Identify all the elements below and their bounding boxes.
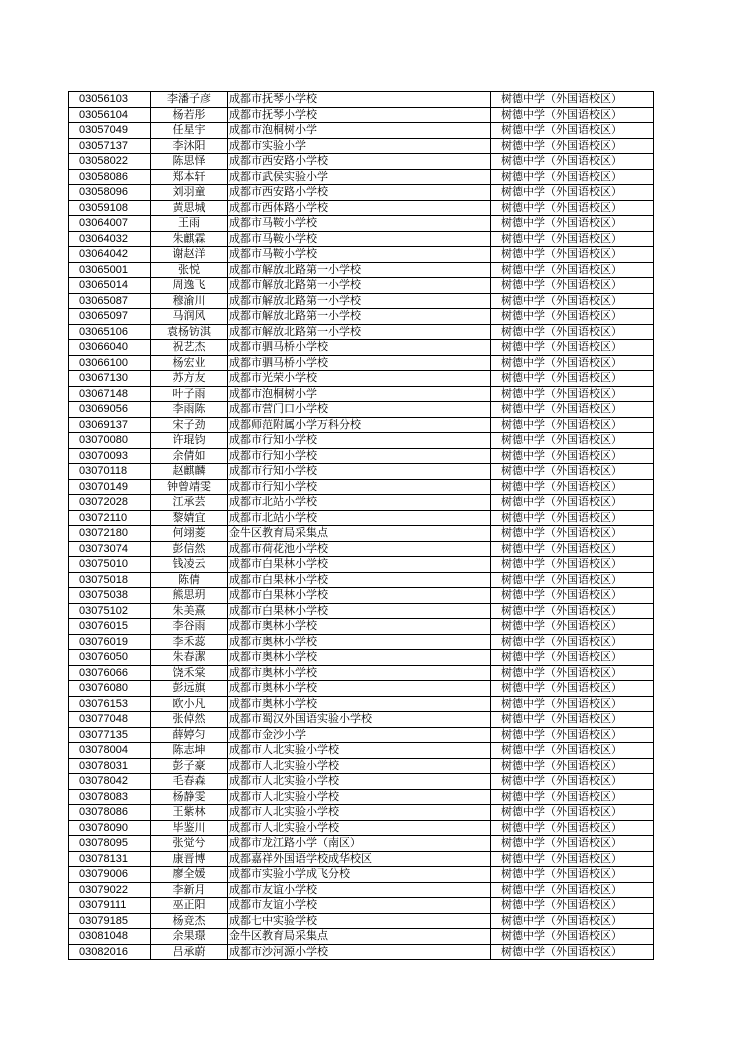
admitted-school-cell: 树德中学（外国语校区） xyxy=(491,820,654,836)
primary-school-cell: 成都市实验小学成飞分校 xyxy=(228,867,491,883)
student-name-cell: 李谷雨 xyxy=(151,619,228,635)
student-name-cell: 王雨 xyxy=(151,216,228,232)
table-row xyxy=(69,867,654,883)
table-row xyxy=(69,495,654,511)
primary-school-cell: 成都七中实验学校 xyxy=(228,913,491,929)
primary-school-cell: 成都市白果林小学校 xyxy=(228,557,491,573)
student-id-cell: 03069137 xyxy=(69,417,151,433)
primary-school-cell: 成都市泡桐树小学 xyxy=(228,386,491,402)
student-name-cell: 李沐阳 xyxy=(151,138,228,154)
table-row xyxy=(69,417,654,433)
table-row xyxy=(69,650,654,666)
table-row xyxy=(69,851,654,867)
admitted-school-cell: 树德中学（外国语校区） xyxy=(491,898,654,914)
primary-school-cell: 成都市马鞍小学校 xyxy=(228,216,491,232)
table-row xyxy=(69,324,654,340)
table-row xyxy=(69,355,654,371)
admitted-school-cell: 树德中学（外国语校区） xyxy=(491,231,654,247)
primary-school-cell: 成都市奥林小学校 xyxy=(228,696,491,712)
admitted-school-cell: 树德中学（外国语校区） xyxy=(491,789,654,805)
primary-school-cell: 金牛区教育局采集点 xyxy=(228,929,491,945)
primary-school-cell: 成都市北站小学校 xyxy=(228,495,491,511)
table-row xyxy=(69,681,654,697)
table-row xyxy=(69,727,654,743)
admitted-school-cell: 树德中学（外国语校区） xyxy=(491,402,654,418)
primary-school-cell: 成都市白果林小学校 xyxy=(228,572,491,588)
primary-school-cell: 成都市武侯实验小学 xyxy=(228,169,491,185)
table-row xyxy=(69,154,654,170)
primary-school-cell: 成都市行知小学校 xyxy=(228,448,491,464)
student-name-cell: 何翊菱 xyxy=(151,526,228,542)
table-row xyxy=(69,185,654,201)
admitted-school-cell: 树德中学（外国语校区） xyxy=(491,324,654,340)
table-row xyxy=(69,603,654,619)
primary-school-cell: 成都市实验小学 xyxy=(228,138,491,154)
admitted-school-cell: 树德中学（外国语校区） xyxy=(491,650,654,666)
student-name-cell: 李潘子彦 xyxy=(151,92,228,108)
student-name-cell: 余果璟 xyxy=(151,929,228,945)
primary-school-cell: 成都市奥林小学校 xyxy=(228,681,491,697)
student-id-cell: 03075038 xyxy=(69,588,151,604)
student-name-cell: 郑本轩 xyxy=(151,169,228,185)
student-id-cell: 03076019 xyxy=(69,634,151,650)
primary-school-cell: 成都市人北实验小学校 xyxy=(228,743,491,759)
primary-school-cell: 成都市人北实验小学校 xyxy=(228,758,491,774)
table-row xyxy=(69,572,654,588)
primary-school-cell: 成都市解放北路第一小学校 xyxy=(228,262,491,278)
admitted-school-cell: 树德中学（外国语校区） xyxy=(491,448,654,464)
student-name-cell: 彭远旗 xyxy=(151,681,228,697)
student-name-cell: 杨宏业 xyxy=(151,355,228,371)
admitted-school-cell: 树德中学（外国语校区） xyxy=(491,929,654,945)
student-name-cell: 许琨钧 xyxy=(151,433,228,449)
table-row xyxy=(69,123,654,139)
primary-school-cell: 成都市营门口小学校 xyxy=(228,402,491,418)
student-name-cell: 毕鉴川 xyxy=(151,820,228,836)
student-id-cell: 03065001 xyxy=(69,262,151,278)
table-row xyxy=(69,805,654,821)
table-row xyxy=(69,92,654,108)
student-name-cell: 王紫林 xyxy=(151,805,228,821)
primary-school-cell: 成都市马鞍小学校 xyxy=(228,231,491,247)
student-id-cell: 03064007 xyxy=(69,216,151,232)
table-row xyxy=(69,216,654,232)
student-name-cell: 张觉兮 xyxy=(151,836,228,852)
student-name-cell: 钟曾靖雯 xyxy=(151,479,228,495)
admitted-school-cell: 树德中学（外国语校区） xyxy=(491,92,654,108)
student-id-cell: 03066040 xyxy=(69,340,151,356)
student-name-cell: 熊思玥 xyxy=(151,588,228,604)
primary-school-cell: 成都市沙河源小学校 xyxy=(228,944,491,960)
student-id-cell: 03064042 xyxy=(69,247,151,263)
student-id-cell: 03082016 xyxy=(69,944,151,960)
admitted-school-cell: 树德中学（外国语校区） xyxy=(491,433,654,449)
student-name-cell: 黎婧宜 xyxy=(151,510,228,526)
admitted-school-cell: 树德中学（外国语校区） xyxy=(491,557,654,573)
admitted-school-cell: 树德中学（外国语校区） xyxy=(491,185,654,201)
primary-school-cell: 成都市北站小学校 xyxy=(228,510,491,526)
student-id-cell: 03069056 xyxy=(69,402,151,418)
primary-school-cell: 成都市西体路小学校 xyxy=(228,200,491,216)
table-row xyxy=(69,913,654,929)
student-id-cell: 03072110 xyxy=(69,510,151,526)
table-row xyxy=(69,231,654,247)
admitted-school-cell: 树德中学（外国语校区） xyxy=(491,216,654,232)
student-id-cell: 03058086 xyxy=(69,169,151,185)
table-row xyxy=(69,107,654,123)
admitted-school-cell: 树德中学（外国语校区） xyxy=(491,882,654,898)
student-name-cell: 任星宇 xyxy=(151,123,228,139)
student-id-cell: 03065106 xyxy=(69,324,151,340)
student-id-cell: 03064032 xyxy=(69,231,151,247)
table-row xyxy=(69,247,654,263)
admitted-school-cell: 树德中学（外国语校区） xyxy=(491,696,654,712)
student-id-cell: 03058022 xyxy=(69,154,151,170)
admitted-school-cell: 树德中学（外国语校区） xyxy=(491,247,654,263)
admitted-school-cell: 树德中学（外国语校区） xyxy=(491,727,654,743)
student-name-cell: 刘羽童 xyxy=(151,185,228,201)
student-id-cell: 03070118 xyxy=(69,464,151,480)
student-name-cell: 欧小凡 xyxy=(151,696,228,712)
student-id-cell: 03067148 xyxy=(69,386,151,402)
primary-school-cell: 成都市奥林小学校 xyxy=(228,619,491,635)
primary-school-cell: 成都市光荣小学校 xyxy=(228,371,491,387)
student-id-cell: 03065014 xyxy=(69,278,151,294)
primary-school-cell: 成都市蜀汉外国语实验小学校 xyxy=(228,712,491,728)
primary-school-cell: 成都市人北实验小学校 xyxy=(228,805,491,821)
student-name-cell: 朱春潔 xyxy=(151,650,228,666)
student-id-cell: 03056104 xyxy=(69,107,151,123)
table-row xyxy=(69,944,654,960)
student-name-cell: 毛春森 xyxy=(151,774,228,790)
primary-school-cell: 成都市荷花池小学校 xyxy=(228,541,491,557)
student-name-cell: 李新月 xyxy=(151,882,228,898)
student-name-cell: 饶禾棠 xyxy=(151,665,228,681)
admitted-school-cell: 树德中学（外国语校区） xyxy=(491,154,654,170)
admitted-school-cell: 树德中学（外国语校区） xyxy=(491,278,654,294)
primary-school-cell: 成都市驷马桥小学校 xyxy=(228,355,491,371)
student-id-cell: 03065087 xyxy=(69,293,151,309)
primary-school-cell: 成都市泡桐树小学 xyxy=(228,123,491,139)
admitted-school-cell: 树德中学（外国语校区） xyxy=(491,309,654,325)
student-id-cell: 03057137 xyxy=(69,138,151,154)
student-name-cell: 叶子雨 xyxy=(151,386,228,402)
admitted-school-cell: 树德中学（外国语校区） xyxy=(491,464,654,480)
student-id-cell: 03056103 xyxy=(69,92,151,108)
student-name-cell: 陈倩 xyxy=(151,572,228,588)
primary-school-cell: 成都市友谊小学校 xyxy=(228,882,491,898)
table-row xyxy=(69,588,654,604)
primary-school-cell: 成都市抚琴小学校 xyxy=(228,107,491,123)
table-row xyxy=(69,774,654,790)
student-id-cell: 03078031 xyxy=(69,758,151,774)
admitted-school-cell: 树德中学（外国语校区） xyxy=(491,541,654,557)
student-id-cell: 03072180 xyxy=(69,526,151,542)
student-name-cell: 陈志坤 xyxy=(151,743,228,759)
student-id-cell: 03076050 xyxy=(69,650,151,666)
admitted-school-cell: 树德中学（外国语校区） xyxy=(491,743,654,759)
student-name-cell: 张悦 xyxy=(151,262,228,278)
table-row xyxy=(69,882,654,898)
primary-school-cell: 成都市友谊小学校 xyxy=(228,898,491,914)
primary-school-cell: 成都市解放北路第一小学校 xyxy=(228,324,491,340)
student-name-cell: 钱凌云 xyxy=(151,557,228,573)
primary-school-cell: 成都市解放北路第一小学校 xyxy=(228,278,491,294)
student-id-cell: 03079022 xyxy=(69,882,151,898)
student-id-cell: 03078004 xyxy=(69,743,151,759)
student-name-cell: 吕承蔚 xyxy=(151,944,228,960)
student-name-cell: 黄思城 xyxy=(151,200,228,216)
student-id-cell: 03070093 xyxy=(69,448,151,464)
admitted-school-cell: 树德中学（外国语校区） xyxy=(491,603,654,619)
admitted-school-cell: 树德中学（外国语校区） xyxy=(491,510,654,526)
admitted-school-cell: 树德中学（外国语校区） xyxy=(491,526,654,542)
student-id-cell: 03079006 xyxy=(69,867,151,883)
admitted-school-cell: 树德中学（外国语校区） xyxy=(491,340,654,356)
table-row xyxy=(69,293,654,309)
student-id-cell: 03075102 xyxy=(69,603,151,619)
student-id-cell: 03077048 xyxy=(69,712,151,728)
primary-school-cell: 成都市人北实验小学校 xyxy=(228,774,491,790)
table-row xyxy=(69,479,654,495)
table-row xyxy=(69,634,654,650)
admitted-school-cell: 树德中学（外国语校区） xyxy=(491,665,654,681)
primary-school-cell: 成都市奥林小学校 xyxy=(228,650,491,666)
admitted-school-cell: 树德中学（外国语校区） xyxy=(491,479,654,495)
primary-school-cell: 成都市人北实验小学校 xyxy=(228,820,491,836)
admitted-school-cell: 树德中学（外国语校区） xyxy=(491,386,654,402)
table-row xyxy=(69,712,654,728)
primary-school-cell: 成都师范附属小学万科分校 xyxy=(228,417,491,433)
student-name-cell: 穆渝川 xyxy=(151,293,228,309)
table-row xyxy=(69,789,654,805)
admitted-school-cell: 树德中学（外国语校区） xyxy=(491,293,654,309)
primary-school-cell: 成都市行知小学校 xyxy=(228,433,491,449)
table-row xyxy=(69,836,654,852)
admitted-school-cell: 树德中学（外国语校区） xyxy=(491,572,654,588)
primary-school-cell: 成都市抚琴小学校 xyxy=(228,92,491,108)
primary-school-cell: 成都市奥林小学校 xyxy=(228,665,491,681)
student-id-cell: 03077135 xyxy=(69,727,151,743)
admitted-school-cell: 树德中学（外国语校区） xyxy=(491,417,654,433)
table-row xyxy=(69,448,654,464)
primary-school-cell: 成都市行知小学校 xyxy=(228,464,491,480)
admitted-school-cell: 树德中学（外国语校区） xyxy=(491,138,654,154)
primary-school-cell: 成都市龙江路小学（南区） xyxy=(228,836,491,852)
table-row xyxy=(69,526,654,542)
student-id-cell: 03076015 xyxy=(69,619,151,635)
admission-table-body xyxy=(69,92,654,960)
student-id-cell: 03075018 xyxy=(69,572,151,588)
table-row xyxy=(69,200,654,216)
primary-school-cell: 成都市白果林小学校 xyxy=(228,603,491,619)
primary-school-cell: 成都市解放北路第一小学校 xyxy=(228,293,491,309)
table-row xyxy=(69,309,654,325)
student-name-cell: 廖全媛 xyxy=(151,867,228,883)
admitted-school-cell: 树德中学（外国语校区） xyxy=(491,355,654,371)
table-row xyxy=(69,557,654,573)
student-name-cell: 朱麒霖 xyxy=(151,231,228,247)
student-name-cell: 祝艺杰 xyxy=(151,340,228,356)
admitted-school-cell: 树德中学（外国语校区） xyxy=(491,851,654,867)
primary-school-cell: 成都市金沙小学 xyxy=(228,727,491,743)
student-id-cell: 03078095 xyxy=(69,836,151,852)
admitted-school-cell: 树德中学（外国语校区） xyxy=(491,867,654,883)
admitted-school-cell: 树德中学（外国语校区） xyxy=(491,913,654,929)
table-row xyxy=(69,898,654,914)
admitted-school-cell: 树德中学（外国语校区） xyxy=(491,634,654,650)
student-name-cell: 李禾蕊 xyxy=(151,634,228,650)
student-name-cell: 余倩如 xyxy=(151,448,228,464)
student-id-cell: 03081048 xyxy=(69,929,151,945)
admitted-school-cell: 树德中学（外国语校区） xyxy=(491,836,654,852)
student-id-cell: 03076066 xyxy=(69,665,151,681)
student-id-cell: 03067130 xyxy=(69,371,151,387)
student-name-cell: 薛婷匀 xyxy=(151,727,228,743)
table-row xyxy=(69,371,654,387)
student-id-cell: 03078083 xyxy=(69,789,151,805)
admitted-school-cell: 树德中学（外国语校区） xyxy=(491,805,654,821)
table-row xyxy=(69,433,654,449)
student-id-cell: 03075010 xyxy=(69,557,151,573)
student-id-cell: 03073074 xyxy=(69,541,151,557)
primary-school-cell: 成都嘉祥外国语学校成华校区 xyxy=(228,851,491,867)
student-id-cell: 03079185 xyxy=(69,913,151,929)
student-name-cell: 杨若彤 xyxy=(151,107,228,123)
student-name-cell: 周逸飞 xyxy=(151,278,228,294)
admitted-school-cell: 树德中学（外国语校区） xyxy=(491,774,654,790)
admitted-school-cell: 树德中学（外国语校区） xyxy=(491,619,654,635)
table-row xyxy=(69,169,654,185)
primary-school-cell: 成都市奥林小学校 xyxy=(228,634,491,650)
student-name-cell: 苏方友 xyxy=(151,371,228,387)
student-id-cell: 03076080 xyxy=(69,681,151,697)
student-name-cell: 朱美熹 xyxy=(151,603,228,619)
student-name-cell: 宋子劲 xyxy=(151,417,228,433)
admitted-school-cell: 树德中学（外国语校区） xyxy=(491,681,654,697)
table-row xyxy=(69,743,654,759)
table-row xyxy=(69,262,654,278)
student-id-cell: 03070080 xyxy=(69,433,151,449)
student-id-cell: 03078086 xyxy=(69,805,151,821)
student-name-cell: 张倬然 xyxy=(151,712,228,728)
student-name-cell: 谢赵洋 xyxy=(151,247,228,263)
student-id-cell: 03066100 xyxy=(69,355,151,371)
table-row xyxy=(69,820,654,836)
student-name-cell: 袁杨钫淇 xyxy=(151,324,228,340)
table-row xyxy=(69,929,654,945)
student-name-cell: 彭信然 xyxy=(151,541,228,557)
primary-school-cell: 成都市马鞍小学校 xyxy=(228,247,491,263)
student-name-cell: 巫正阳 xyxy=(151,898,228,914)
student-id-cell: 03078042 xyxy=(69,774,151,790)
primary-school-cell: 成都市西安路小学校 xyxy=(228,154,491,170)
admitted-school-cell: 树德中学（外国语校区） xyxy=(491,262,654,278)
admitted-school-cell: 树德中学（外国语校区） xyxy=(491,712,654,728)
primary-school-cell: 金牛区教育局采集点 xyxy=(228,526,491,542)
student-id-cell: 03058096 xyxy=(69,185,151,201)
table-row xyxy=(69,758,654,774)
student-id-cell: 03079111 xyxy=(69,898,151,914)
admitted-school-cell: 树德中学（外国语校区） xyxy=(491,169,654,185)
student-id-cell: 03065097 xyxy=(69,309,151,325)
student-id-cell: 03059108 xyxy=(69,200,151,216)
admitted-school-cell: 树德中学（外国语校区） xyxy=(491,123,654,139)
admitted-school-cell: 树德中学（外国语校区） xyxy=(491,495,654,511)
student-name-cell: 马润风 xyxy=(151,309,228,325)
table-row xyxy=(69,278,654,294)
student-id-cell: 03070149 xyxy=(69,479,151,495)
table-row xyxy=(69,402,654,418)
admitted-school-cell: 树德中学（外国语校区） xyxy=(491,588,654,604)
student-name-cell: 彭子豪 xyxy=(151,758,228,774)
student-name-cell: 江承芸 xyxy=(151,495,228,511)
admitted-school-cell: 树德中学（外国语校区） xyxy=(491,944,654,960)
student-id-cell: 03072028 xyxy=(69,495,151,511)
table-row xyxy=(69,696,654,712)
table-row xyxy=(69,541,654,557)
student-id-cell: 03057049 xyxy=(69,123,151,139)
admitted-school-cell: 树德中学（外国语校区） xyxy=(491,758,654,774)
table-row xyxy=(69,340,654,356)
student-id-cell: 03076153 xyxy=(69,696,151,712)
table-row xyxy=(69,464,654,480)
student-name-cell: 杨竞杰 xyxy=(151,913,228,929)
student-id-cell: 03078090 xyxy=(69,820,151,836)
admitted-school-cell: 树德中学（外国语校区） xyxy=(491,371,654,387)
primary-school-cell: 成都市驷马桥小学校 xyxy=(228,340,491,356)
student-name-cell: 杨静雯 xyxy=(151,789,228,805)
table-row xyxy=(69,619,654,635)
table-row xyxy=(69,510,654,526)
table-row xyxy=(69,138,654,154)
student-name-cell: 康晋博 xyxy=(151,851,228,867)
primary-school-cell: 成都市西安路小学校 xyxy=(228,185,491,201)
admitted-school-cell: 树德中学（外国语校区） xyxy=(491,200,654,216)
primary-school-cell: 成都市白果林小学校 xyxy=(228,588,491,604)
primary-school-cell: 成都市人北实验小学校 xyxy=(228,789,491,805)
primary-school-cell: 成都市解放北路第一小学校 xyxy=(228,309,491,325)
student-name-cell: 李雨陈 xyxy=(151,402,228,418)
student-name-cell: 赵麒麟 xyxy=(151,464,228,480)
student-name-cell: 陈思怿 xyxy=(151,154,228,170)
table-row xyxy=(69,386,654,402)
admitted-school-cell: 树德中学（外国语校区） xyxy=(491,107,654,123)
primary-school-cell: 成都市行知小学校 xyxy=(228,479,491,495)
table-row xyxy=(69,665,654,681)
admission-table xyxy=(68,91,654,960)
student-id-cell: 03078131 xyxy=(69,851,151,867)
